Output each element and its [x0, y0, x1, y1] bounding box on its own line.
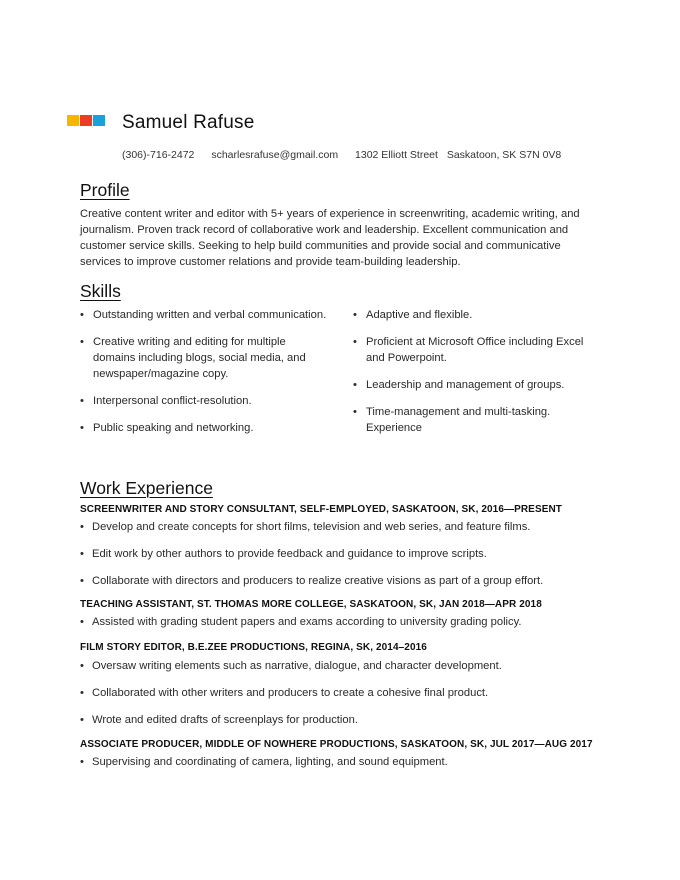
list-item: • Edit work by other authors to provide feedback and guidance to improve scripts. [80, 546, 543, 562]
list-item: • Assisted with grading student papers and exams according to university grading policy. [80, 614, 522, 630]
skills-list-left [80, 307, 330, 447]
logo-square-red [80, 115, 92, 126]
skill-item: • Public speaking and networking. [80, 420, 330, 436]
skill-item: • Outstanding written and verbal communication. [80, 307, 330, 323]
contact-email: scharlesrafuse@gmail.com [211, 149, 339, 161]
job-bullets [80, 658, 502, 739]
work-heading: Work Experience [80, 478, 213, 498]
job-title: SCREENWRITER AND STORY CONSULTANT, SELF-EMPLOYED, SASKATOON, SK, 2016—PRESENT [80, 504, 563, 515]
job-bullets [80, 754, 448, 781]
contact-phone: (306)-716-2472 [122, 149, 195, 161]
job-bullets [80, 614, 522, 641]
contact-street: 1302 Elliott Street [355, 149, 438, 161]
list-item: • Oversaw writing elements such as narrative, dialogue, and character development. [80, 658, 502, 674]
list-item: • Wrote and edited drafts of screenplays for production. [80, 712, 502, 728]
skill-item: • Creative writing and editing for multiple domains including blogs, social media, and newspaper/magazine copy. [80, 334, 330, 382]
job-title: ASSOCIATE PRODUCER, MIDDLE OF NOWHERE PRODUCTIONS, SASKATOON, SK, JUL 2017—AUG 2017 [80, 739, 593, 750]
skill-item: • Proficient at Microsoft Office including Excel and Powerpoint. [353, 334, 603, 366]
list-item: • Collaborate with directors and producers to realize creative visions as part of a group effort. [80, 573, 543, 589]
skill-item: • Adaptive and flexible. [353, 307, 603, 323]
list-item: • Collaborated with other writers and producers to create a cohesive final product. [80, 685, 502, 701]
skills-list-right [353, 307, 603, 447]
skills-heading: Skills [80, 281, 121, 301]
contact-line [122, 149, 575, 161]
logo-square-blue [93, 115, 105, 126]
skill-item: • Time-management and multi-tasking. Experience [353, 404, 603, 436]
logo-square-yellow [67, 115, 79, 126]
contact-city: Saskatoon, SK S7N 0V8 [446, 149, 562, 161]
resume-name: Samuel Rafuse [122, 112, 255, 133]
profile-heading: Profile [80, 180, 130, 200]
list-item: • Supervising and coordinating of camera, lighting, and sound equipment. [80, 754, 448, 770]
job-title: TEACHING ASSISTANT, ST. THOMAS MORE COLLEGE, SASKATOON, SK, JAN 2018—APR 2018 [80, 599, 542, 610]
skill-item: • Leadership and management of groups. [353, 377, 603, 393]
job-bullets [80, 519, 543, 600]
job-title: FILM STORY EDITOR, B.E.ZEE PRODUCTIONS, REGINA, SK, 2014–2016 [80, 642, 427, 653]
profile-text: Creative content writer and editor with 5+ years of experience in screenwriting, academic writing, and journalism. Proven track record of collaborative work and leadership. Excellent communication and customer service skills. Seeking to help build communities and provide social and communicative services to improve customer relations and provide team-building leadership. [80, 208, 580, 268]
logo-squares [67, 115, 105, 126]
skill-item: • Interpersonal conflict-resolution. [80, 393, 330, 409]
list-item: • Develop and create concepts for short films, television and web series, and feature films. [80, 519, 543, 535]
